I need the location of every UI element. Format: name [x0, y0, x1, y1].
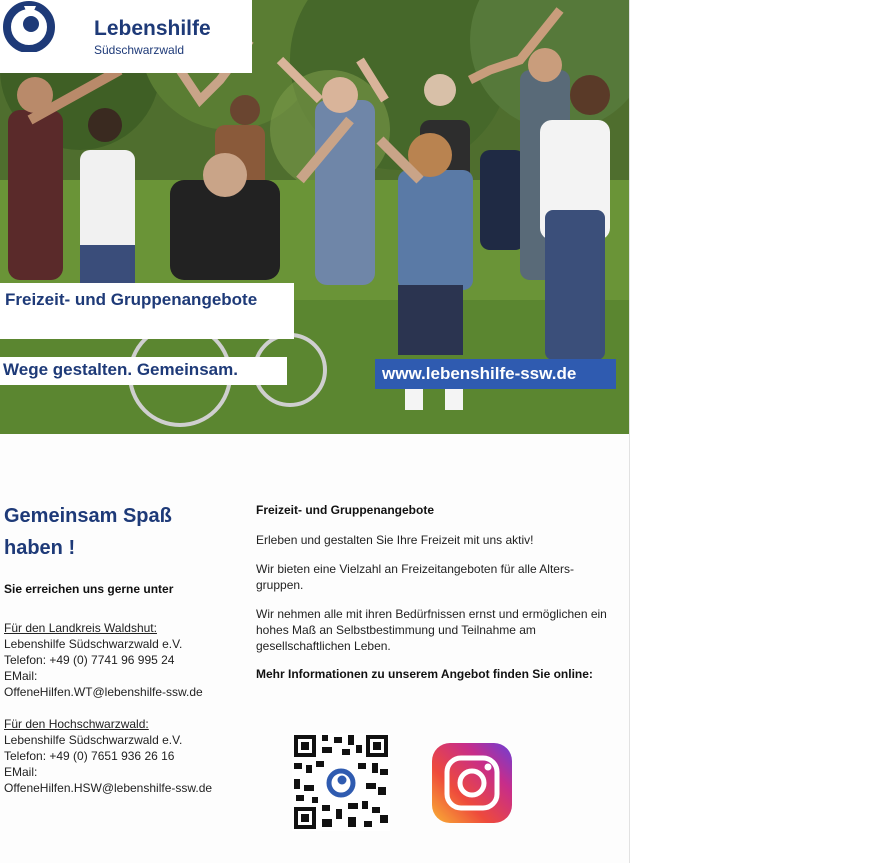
right-column [256, 502, 611, 682]
instagram-icon[interactable] [432, 743, 512, 823]
contact-email-label: EMail: [4, 669, 38, 683]
logo-subtitle: Südschwarzwald [94, 43, 185, 57]
contact-org: Lebenshilfe Südschwarzwald e.V. [4, 637, 183, 651]
contact-region: Für den Landkreis Waldshut: [4, 621, 157, 635]
contact-block-waldshut [4, 620, 244, 700]
section-heading: Freizeit- und Gruppenangebote [256, 503, 435, 517]
contact-region: Für den Hochschwarzwald: [4, 717, 149, 731]
offer-paragraph: Wir bieten eine Vielzahl an Freizeitangeboten für alle Alters-gruppen. [256, 562, 574, 592]
contact-email[interactable]: OffeneHilfen.WT@lebenshilfe-ssw.de [4, 685, 203, 699]
contact-email-label: EMail: [4, 765, 38, 779]
slogan: Wege gestalten. Gemeinsam. [3, 360, 238, 379]
values-paragraph: Wir nehmen alle mit ihren Bedürfnissen ernst und ermöglichen ein hohes Maß an Selbstbestimmung und Teilnahme am gesellschaftlichen Leben. [256, 607, 607, 653]
logo-box [0, 0, 252, 73]
qr-code-icon[interactable] [292, 733, 390, 831]
contact-org: Lebenshilfe Südschwarzwald e.V. [4, 733, 183, 747]
intro-paragraph: Erleben und gestalten Sie Ihre Freizeit mit uns aktiv! [256, 533, 534, 547]
contact-intro: Sie erreichen uns gerne unter [4, 582, 174, 596]
logo-name: Lebenshilfe [94, 17, 211, 40]
contact-email[interactable]: OffeneHilfen.HSW@lebenshilfe-ssw.de [4, 781, 213, 795]
group-photo [0, 0, 629, 434]
contact-block-hochschwarzwald [4, 716, 244, 796]
headline: Freizeit- und Gruppenangebote [5, 290, 258, 309]
left-column [4, 500, 244, 796]
website-banner [375, 359, 616, 389]
headline-box [0, 283, 294, 339]
contact-phone: Telefon: +49 (0) 7741 96 995 24 [4, 653, 175, 667]
website-url[interactable]: www.lebenshilfe-ssw.de [382, 364, 577, 383]
contact-phone: Telefon: +49 (0) 7651 936 26 16 [4, 749, 175, 763]
slogan-box [0, 357, 287, 385]
main-title: Gemeinsam Spaß haben ! [4, 505, 172, 559]
more-info-text: Mehr Informationen zu unserem Angebot finden Sie online: [256, 667, 593, 681]
lebenshilfe-logo-icon [0, 0, 58, 52]
